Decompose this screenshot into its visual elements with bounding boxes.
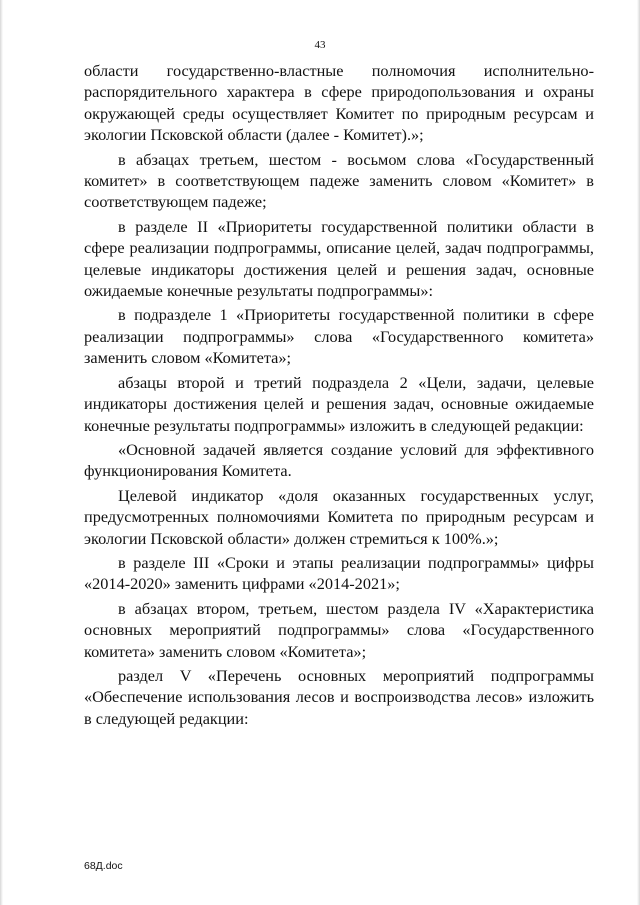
paragraph-5: абзацы второй и третий подраздела 2 «Цели, задачи, целевые индикаторы достижения целей и решения задач, основные ожидаемые конечные результаты подпрограммы» изложить в следующей редакции: — [84, 372, 594, 435]
paragraph-7: Целевой индикатор «доля оказанных государственных услуг, предусмотренных полномочиями Комитета по природным ресурсам и экологии Псковской области» должен стремиться к 100%.»; — [84, 485, 594, 548]
page-number: 43 — [314, 39, 326, 51]
paragraph-1: области государственно-властные полномочия исполнительно-распорядительного характера в сфере природопользования и охраны окружающей среды осуществляет Комитет по природным ресурсам и экологии Псковской области (далее - Комитет).»; — [84, 61, 594, 145]
paragraph-10: раздел V «Перечень основных мероприятий подпрограммы «Обеспечение использования лесов и воспроизводства лесов» изложить в следующей редакции: — [84, 665, 594, 728]
paragraph-3: в разделе II «Приоритеты государственной политики области в сфере реализации подпрограммы, описание целей, задач подпрограммы, целевые индикаторы достижения целей и решения задач, основные ожидаемые конечные результаты подпрограммы»: — [84, 216, 594, 301]
page-left-edge — [0, 0, 3, 905]
paragraph-6: «Основной задачей является создание условий для эффективного функционирования Комитета. — [84, 439, 594, 481]
footer-filename: 68Д.doc — [84, 860, 123, 872]
document-body — [84, 60, 594, 729]
paragraph-9: в абзацах втором, третьем, шестом раздела IV «Характеристика основных мероприятий подпрограммы» слова «Государственного комитета» заменить словом «Комитета»; — [84, 598, 594, 661]
paragraph-8: в разделе III «Сроки и этапы реализации подпрограммы» цифры «2014-2020» заменить цифрами «2014-2021»; — [84, 552, 594, 594]
paragraph-2: в абзацах третьем, шестом - восьмом слова «Государственный комитет» в соответствующем падеже заменить словом «Комитет» в соответствующем падеже; — [84, 149, 594, 212]
paragraph-4: в подразделе 1 «Приоритеты государственной политики в сфере реализации подпрограммы» слова «Государственного комитета» заменить словом «Комитета»; — [84, 305, 594, 368]
